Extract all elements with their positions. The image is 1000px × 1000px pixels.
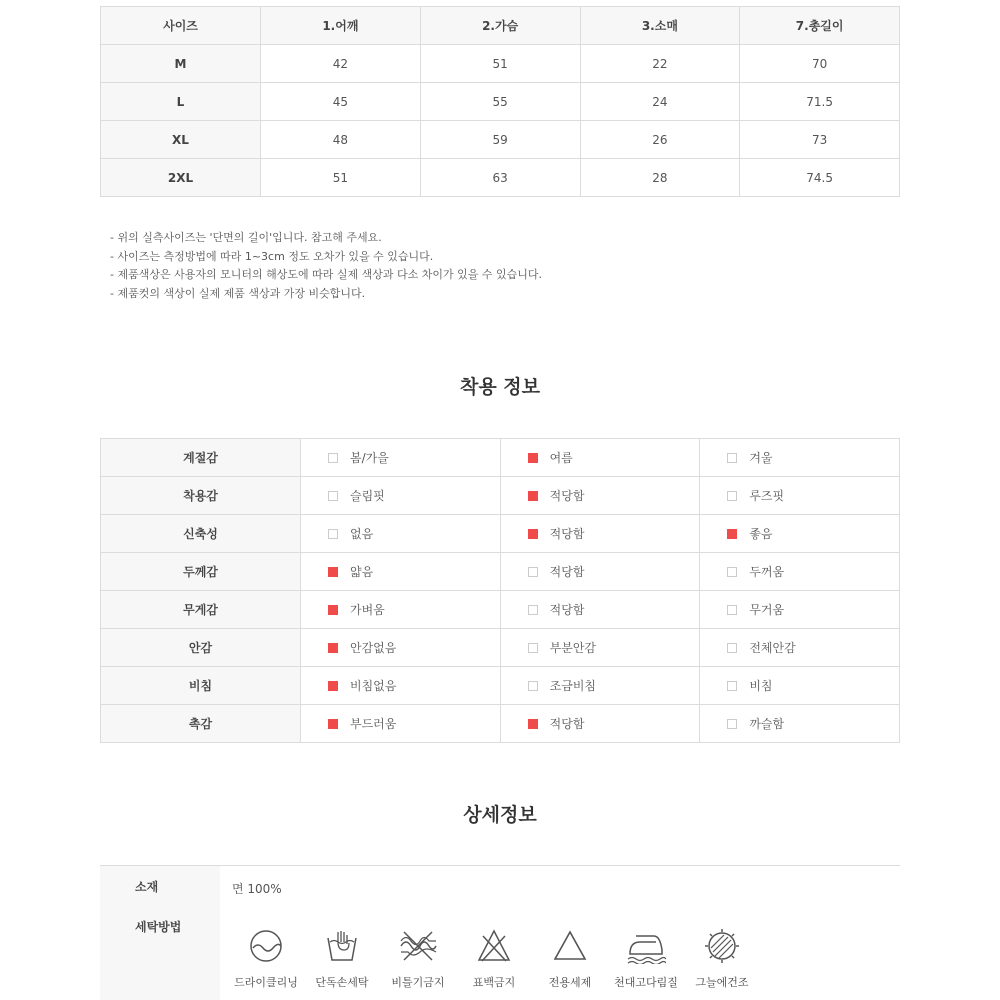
unchecked-box-icon [727, 719, 737, 729]
wear-option [301, 439, 501, 477]
checked-box-icon [528, 529, 538, 539]
wear-option-label: 적당함 [549, 717, 585, 731]
wear-option-label: 없음 [350, 527, 374, 541]
unchecked-box-icon [727, 453, 737, 463]
checked-box-icon [528, 453, 538, 463]
wear-option [301, 515, 501, 553]
wear-option-label: 봄/가을 [350, 451, 389, 465]
unchecked-box-icon [328, 453, 338, 463]
wear-option-label: 부분안감 [549, 641, 597, 655]
size-header-length: 7.총길이 [740, 7, 900, 45]
wear-option [500, 515, 700, 553]
wash-item [304, 928, 380, 990]
table-row [101, 159, 900, 197]
wear-option-label: 적당함 [549, 489, 585, 503]
wear-option [700, 629, 900, 667]
wear-option [301, 591, 501, 629]
size-header-chest: 2.가슴 [420, 7, 580, 45]
wear-option [500, 477, 700, 515]
wear-option-label: 까슬함 [749, 717, 785, 731]
wash-item [456, 928, 532, 990]
no-bleach-icon [476, 928, 512, 964]
size-label: XL [101, 121, 261, 159]
wear-option [500, 705, 700, 743]
wear-option-label: 겨울 [749, 451, 773, 465]
wear-option [700, 553, 900, 591]
wear-row-label: 계절감 [101, 439, 301, 477]
table-cell: 26 [580, 121, 740, 159]
unchecked-box-icon [528, 567, 538, 577]
wear-option [301, 553, 501, 591]
size-header-size: 사이즈 [101, 7, 261, 45]
table-cell: 45 [261, 83, 421, 121]
wash-item [532, 928, 608, 990]
wear-option-label: 루즈핏 [749, 489, 785, 503]
wear-option-label: 적당함 [549, 603, 585, 617]
table-cell: 59 [420, 121, 580, 159]
table-row [101, 45, 900, 83]
wear-option-label: 무거움 [749, 603, 785, 617]
wear-option-label: 안감없음 [350, 641, 397, 655]
wear-option [301, 705, 501, 743]
wear-option [301, 629, 501, 667]
wear-option-label: 슬림핏 [350, 489, 385, 503]
wear-row-label: 촉감 [101, 705, 301, 743]
table-cell: 24 [580, 83, 740, 121]
wear-option [301, 477, 501, 515]
table-cell: 42 [261, 45, 421, 83]
checked-box-icon [328, 681, 338, 691]
wear-option-label: 조금비침 [549, 679, 597, 693]
wear-info-table [100, 438, 900, 743]
wash-item [684, 928, 760, 990]
dry-clean-icon [248, 928, 284, 964]
table-cell: 48 [261, 121, 421, 159]
wear-row-label: 두께감 [101, 553, 301, 591]
size-header-sleeve: 3.소매 [580, 7, 740, 45]
wash-label: 세탁방법 [135, 920, 182, 934]
table-row [101, 121, 900, 159]
wear-row [101, 477, 900, 515]
size-notes [110, 229, 542, 303]
unchecked-box-icon [727, 567, 737, 577]
detail-section [100, 865, 900, 1000]
checked-box-icon [528, 491, 538, 501]
unchecked-box-icon [727, 643, 737, 653]
checked-box-icon [328, 643, 338, 653]
wear-option [700, 515, 900, 553]
table-row [101, 83, 900, 121]
wear-row-label: 안감 [101, 629, 301, 667]
note-line: - 사이즈는 측정방법에 따라 1~3cm 정도 오차가 있을 수 있습니다. [110, 249, 434, 263]
table-cell: 22 [580, 45, 740, 83]
wear-row [101, 667, 900, 705]
unchecked-box-icon [528, 605, 538, 615]
note-line: - 제품컷의 색상이 실제 제품 색상과 가장 비슷합니다. [110, 286, 366, 300]
wear-option-label: 가벼움 [350, 603, 385, 617]
unchecked-box-icon [528, 681, 538, 691]
wear-row-label: 착용감 [101, 477, 301, 515]
unchecked-box-icon [727, 605, 737, 615]
wear-row [101, 705, 900, 743]
material-value: 면 100% [232, 882, 282, 896]
unchecked-box-icon [328, 491, 338, 501]
wear-option-label: 비침없음 [350, 679, 397, 693]
iron-with-cloth-icon [626, 928, 666, 964]
wash-item [228, 928, 304, 990]
table-cell: 55 [420, 83, 580, 121]
wear-option-label: 좋음 [749, 527, 773, 541]
table-cell: 70 [740, 45, 900, 83]
table-cell: 74.5 [740, 159, 900, 197]
wash-label-text: 전용세제 [548, 976, 592, 989]
unchecked-box-icon [727, 491, 737, 501]
unchecked-box-icon [528, 643, 538, 653]
neutral-detergent-icon [552, 928, 588, 964]
wear-row [101, 591, 900, 629]
wear-row-label: 비침 [101, 667, 301, 705]
table-cell: 28 [580, 159, 740, 197]
wash-label-text: 단독손세탁 [315, 976, 369, 989]
unchecked-box-icon [727, 681, 737, 691]
wash-item [608, 928, 684, 990]
wear-option-label: 적당함 [549, 565, 585, 579]
wear-option-label: 여름 [549, 451, 573, 465]
unchecked-box-icon [328, 529, 338, 539]
checked-box-icon [328, 567, 338, 577]
wash-label-text: 드라이클리닝 [234, 976, 298, 989]
wear-row-label: 신축성 [101, 515, 301, 553]
wash-item [380, 928, 456, 990]
wear-option-label: 두꺼움 [749, 565, 785, 579]
hand-wash-icon [324, 928, 360, 964]
size-label: L [101, 83, 261, 121]
wear-info-title: 착용 정보 [459, 376, 541, 398]
note-line: - 위의 실측사이즈는 '단면의 길이'입니다. 참고해 주세요. [110, 231, 382, 244]
size-table [100, 6, 900, 197]
table-cell: 63 [420, 159, 580, 197]
wear-row-label: 무게감 [101, 591, 301, 629]
wear-option [700, 591, 900, 629]
size-label: 2XL [101, 159, 261, 197]
note-line: - 제품색상은 사용자의 모니터의 해상도에 따라 실제 색상과 다소 차이가 있을 수 있습니다. [110, 268, 542, 281]
wear-option [700, 477, 900, 515]
table-cell: 71.5 [740, 83, 900, 121]
wear-row [101, 515, 900, 553]
detail-title: 상세정보 [463, 804, 537, 826]
wear-option [500, 553, 700, 591]
no-wring-icon [398, 928, 438, 964]
material-label: 소재 [135, 880, 159, 894]
wear-option-label: 적당함 [549, 527, 585, 541]
table-cell: 51 [261, 159, 421, 197]
wear-option [500, 667, 700, 705]
wear-row [101, 439, 900, 477]
wear-option-label: 부드러움 [350, 717, 397, 731]
wear-option [700, 439, 900, 477]
wear-option [301, 667, 501, 705]
table-cell: 51 [420, 45, 580, 83]
wash-label-text: 천대고다림질 [614, 976, 678, 989]
wear-row [101, 629, 900, 667]
wear-option-label: 얇음 [350, 565, 374, 579]
wash-label-text: 그늘에건조 [695, 976, 749, 989]
checked-box-icon [328, 719, 338, 729]
size-header-shoulder: 1.어깨 [261, 7, 421, 45]
wash-label-text: 표백금지 [472, 976, 516, 989]
wear-row [101, 553, 900, 591]
wear-option-label: 전체안감 [749, 641, 796, 655]
wear-option [700, 705, 900, 743]
wear-option [500, 591, 700, 629]
wear-option [500, 439, 700, 477]
table-cell: 73 [740, 121, 900, 159]
checked-box-icon [328, 605, 338, 615]
size-table-header-row [101, 7, 900, 45]
checked-box-icon [528, 719, 538, 729]
wear-option-label: 비침 [749, 679, 773, 693]
shade-dry-icon [702, 928, 742, 964]
wear-option [500, 629, 700, 667]
size-label: M [101, 45, 261, 83]
checked-box-icon [727, 529, 737, 539]
wear-option [700, 667, 900, 705]
wash-label-text: 비틀기금지 [391, 976, 445, 989]
